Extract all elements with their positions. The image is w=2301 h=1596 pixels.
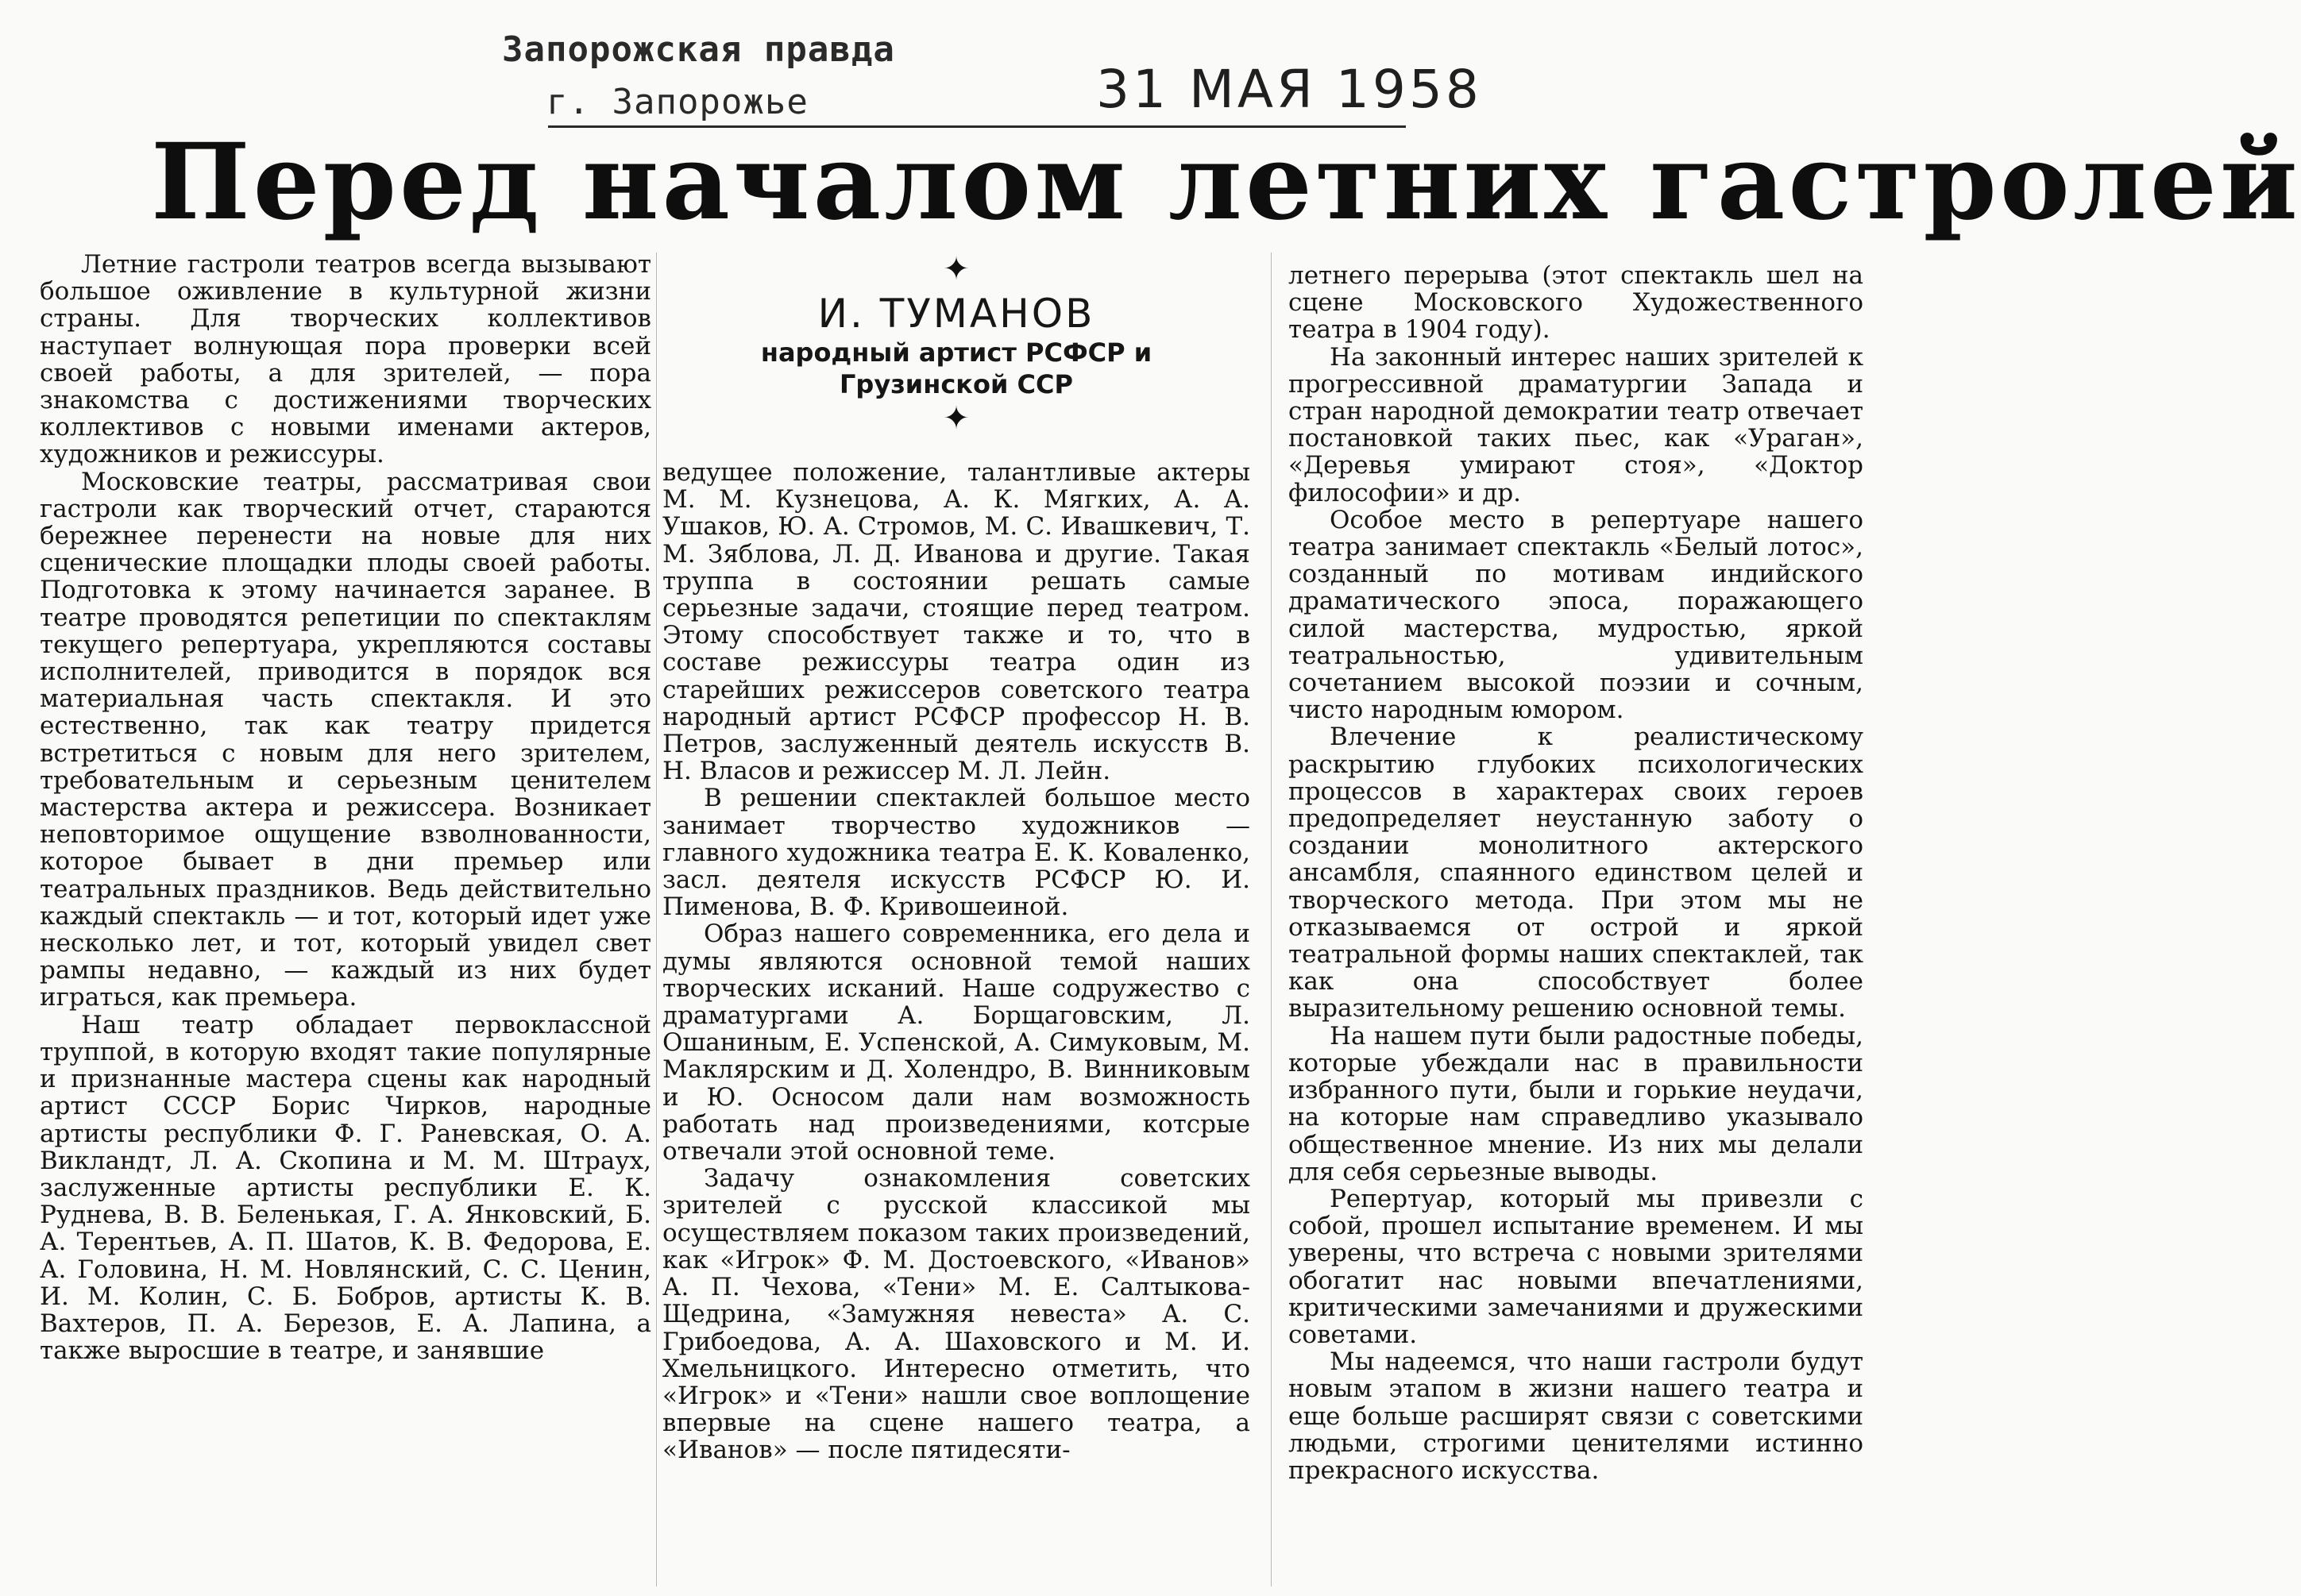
author-name: И. ТУМАНОВ	[817, 291, 1095, 337]
star-ornament-icon: ✦	[943, 400, 970, 437]
article-column-3	[1288, 262, 1863, 1484]
paragraph: В решении спектаклей большое место занимает творчество художников — главного художника театра Е. К. Коваленко, засл. деятеля искусств РСФСР Ю. И. Пименова, В. Ф. Кривошеиной.	[662, 784, 1250, 922]
paragraph: Репертуар, который мы привезли с собой, прошел испытание временем. И мы уверены, что встреча с новыми зрителями обогатит нас новыми впечатлениями, критическими замечаниями и дружескими советами.	[1288, 1184, 1863, 1349]
paragraph: Московские театры, рассматривая свои гастроли как творческий отчет, стараются бережнее перенести на новые для них сценические площадки плоды своей работы. Подготовка к этому начинается заранее. В театре проводятся репетиции по спектаклям текущего репертуара, укрепляются составы исполнителей, приводится в порядок вся материальная часть спектакля. И это естественно, так как театру придется встретиться с новым для него зрителем, требовательным и серьезным ценителем мастерства актера и режиссера. Возникает неповторимое ощущение взволнованности, которое бывает в дни премьер или театральных праздников. Ведь действительно каждый спектакль — и тот, который идет уже несколько лет, и тот, который увидел свет рампы недавно, — каждый из них будет играться, как премьера.	[40, 467, 651, 1012]
paragraph: ведущее положение, талантливые актеры М. М. Кузнецова, А. К. Мягких, А. А. Ушаков, Ю. А. Стромов, М. С. Ивашкевич, Т. М. Зяблова, Л. Д. Иванова и другие. Такая труппа в состоянии решать самые серьезные задачи, стоящие перед театром. Этому способствует также и то, что в составе режиссуры театра один из старейших режиссеров советского театра народный артист РСФСР профессор Н. В. Петров, заслуженный деятель искусств В. Н. Власов и режиссер М. Л. Лейн.	[662, 458, 1250, 786]
article-headline: Перед началом летних гастролей	[151, 121, 2301, 244]
stamp-newspaper-name: Запорожская правда	[502, 29, 895, 70]
paragraph: Образ нашего современника, его дела и думы являются основной темой наших творческих исканий. Наше содружество с драматургами А. Борщаговским, Л. Ошаниным, Е. Успенской, А. Симуковым, М. Маклярским и Д. Холендро, В. Винниковым и Ю. Осносом дали нам возможность работать над произведениями, котсрые отвечали этой основной теме.	[662, 919, 1250, 1166]
star-ornament-icon: ✦	[943, 251, 970, 287]
stamp-city: г. Запорожье	[546, 82, 809, 122]
paragraph: Мы надеемся, что наши гастроли будут новым этапом в жизни нашего театра и еще больше расширят связи с советскими людьми, строгими ценителями истинно прекрасного искусства.	[1288, 1347, 1863, 1485]
paragraph: летнего перерыва (этот спектакль шел на сцене Московского Художественного театра в 1904 году).	[1288, 261, 1863, 345]
author-title-line2: Грузинской ССР	[840, 369, 1073, 399]
paragraph: На законный интерес наших зрителей к прогрессивной драматургии Запада и стран народной демократии театр отвечает постановкой таких пьес, как «Ураган», «Деревья умирают стоя», «Доктор философии» и др.	[1288, 342, 1863, 507]
author-title-line1: народный артист РСФСР и	[760, 337, 1152, 368]
paragraph: Наш театр обладает первоклассной труппой, в которую входят такие популярные и признанные мастера сцены как народный артист СССР Борис Чирков, народные артисты республики Ф. Г. Раневская, О. А. Викландт, Л. А. Скопина и М. М. Штраух, заслуженные артисты республики Е. К. Руднева, В. В. Беленькая, Г. А. Янковский, Б. А. Терентьев, А. П. Шатов, К. В. Федорова, Е. А. Головина, Н. М. Новлянский, С. С. Ценин, И. М. Колин, С. Б. Бобров, артисты К. В. Вахтеров, П. А. Березов, Е. А. Лапина, а также выросшие в театре, и занявшие	[40, 1010, 651, 1366]
newspaper-stamp	[502, 24, 895, 129]
paragraph: На нашем пути были радостные победы, которые убеждали нас в правильности избранного пути, были и горькие неудачи, на которые нам справедливо указывало общественное мнение. Из них мы делали для себя серьезные выводы.	[1288, 1021, 1863, 1186]
paragraph: Задачу ознакомления советских зрителей с русской классикой мы осуществляем показом таких произведений, как «Игрок» Ф. М. Достоевского, «Иванов» А. П. Чехова, «Тени» М. Е. Салтыкова-Щедрина, «Замужняя невеста» А. С. Грибоедова, А. А. Шаховского и М. И. Хмельницкого. Интересно отметить, что «Игрок» и «Тени» нашли свое воплощение впервые на сцене нашего театра, а «Иванов» — после пятидесяти-	[662, 1164, 1250, 1465]
paragraph: Летние гастроли театров всегда вызывают большое оживление в культурной жизни страны. Для творческих коллективов наступает волнующая пора проверки всей своей работы, а для зрителей, — пора знакомства с достижениями творческих коллективов с новыми именами актеров, художников и режиссуры.	[40, 250, 651, 469]
paragraph: Особое место в репертуаре нашего театра занимает спектакль «Белый лотос», созданный по мотивам индийского драматического эпоса, поражающего силой мастерства, мудростью, яркой театральностью, удивительным сочетанием высокой поэзии и сочным, чисто народным юмором.	[1288, 505, 1863, 725]
byline	[662, 251, 1250, 437]
article-column-2	[662, 459, 1250, 1464]
column-divider-2	[1271, 253, 1272, 1586]
clipping-date: 31 МАЯ 1958	[1096, 59, 1482, 120]
paragraph: Влечение к реалистическому раскрытию глубоких психологических процессов в характерах своих героев предопределяет неустанную заботу о создании монолитного актерского ансамбля, спаянного единством целей и творческого метода. При этом мы не отказываемся от острой и яркой театральной формы наших спектаклей, так как она способствует более выразительному решению основной темы.	[1288, 723, 1863, 1024]
article-column-1	[40, 251, 651, 1364]
column-divider-1	[656, 253, 657, 1586]
